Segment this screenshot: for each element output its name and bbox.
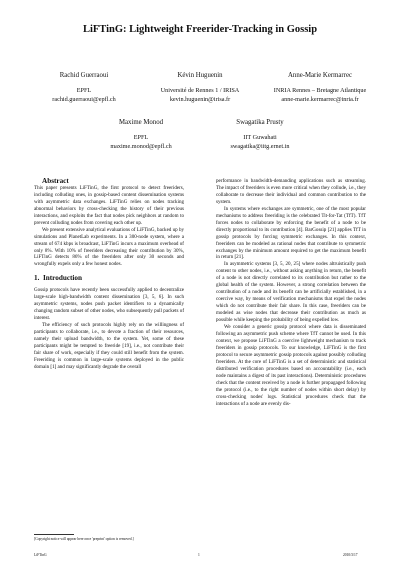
body-paragraph: The efficiency of such protocols highly rely on the willingness of participants to collaborate, i.e., to devote a fraction of their resources, namely their upload bandwidth, to the system. Yet, some of these participants might be tempted to freeride [19], i.e., not contribute their fair share of work, especially if they could still benefit from the system. Freeriding is common in large-scale systems deployed in the public domain [1] and may significantly degrade the overall [34,322,184,370]
author-name: Anne-Marie Kermarrec [288,72,352,79]
body-paragraph: performance in bandwidth-demanding applications such as streaming. The impact of freeriders is even more critical when they collude, i.e., they collaborate to decrease their individual and common contribution to the system. [216,178,366,205]
author-affiliation: INRIA Rennes – Bretagne Atlantique [273,87,367,94]
section-heading [34,275,184,282]
body-paragraph: We consider a generic gossip protocol where data is disseminated following an asymmetric push scheme where TfT cannot be used. In this context, we propose LiFTinG a coercive lightweight mechanism to track freeriders in gossip protocols. To our knowledge, LiFTinG is the first protocol to secure asymmetric gossip protocols against possibly colluding freeriders. At the core of LiFTinG is a set of deterministic and statistical distributed verification procedures based on accountability (i.e., each node maintains a digest of its past interactions). Deterministic procedures check that the content received by a node is further propagaged following the protocol (i.e., to the right number of nodes within short delay) by cross-checking nodes' logs. Statistical procedures check that the interactions of a node are evenly dis- [216,324,366,407]
abstract-heading: Abstract [42,177,69,185]
author-block [140,71,260,104]
author-affiliation: EPFL [133,134,149,141]
author-email[interactable]: rachid.guerraoui@epfl.ch [52,96,116,103]
author-email[interactable]: maxime.monod@epfl.ch [110,143,172,150]
author-block [24,71,144,104]
author-block [81,118,201,151]
footnote-rule [34,534,74,535]
author-name: Kévin Huguenin [177,72,223,79]
body-paragraph: Gossip protocols have recently been successfully applied to decentralize large-scale high-bandwidth content dissemination [3, 5, 6]. In such asymmetric systems, nodes push packet identifiers to a dynamically changing random subset of other nodes, who subsequently pull packets of interest. [34,287,184,322]
body-paragraph: In systems where exchanges are symmetric, one of the most popular mechanisms to address freeriding is the celebrated Tit-for-Tat (TfT). TfT forces nodes to collaborate by enforcing the benefit of a node to be directly proportional to its contribution [4]. BarGossip [21] applies TfT in gossip protocols by forcing symmetric exchanges. In this context, freeriders can be modeled as rational nodes that contribute to symmetric exchanges by the minimum amount required to get the maximum benefit in return [21]. [216,205,366,261]
left-column [34,178,184,371]
author-name: Maxime Monod [119,119,163,126]
author-name: Swagatika Prusty [236,119,284,126]
body-paragraph: In asymmetric systems [3, 5, 20, 25] where nodes altruistically push content to other nodes, i.e., without asking anything in return, the benefit of a node is not directly correlated to its contribution but rather to the global health of the system. However, a strong correlation between the contribution of a node and its benefit can be artificially established, in a coercive way, by means of verification mechanisms that expel the nodes which do not contribute their fair share. In this case, freeriders can be modeled as wise nodes that decrease their contribution as much as possible while keeping the probability of being expelled low. [216,261,366,324]
author-affiliation: EPFL [76,87,92,94]
footer-left: LiFTinG [34,553,47,557]
author-name: Rachid Guerraoui [59,72,109,79]
abstract-paragraph: We present extensive analytical evaluations of LiFTinG, backed up by simulations and PlanetLab experiments. In a 300-node system, where a stream of 674 kbps is broadcast, LiFTinG incurs a maximum overhead of only 8%. With 10% of freeriders decreasing their contribution by 30%, LiFTinG detects 86% of the freeriders after only 30 seconds and wrongfully expels only a few honest nodes. [34,226,184,268]
author-affiliation: IIT Guwahati [243,134,277,141]
author-block [260,71,380,104]
author-block [200,118,320,151]
abstract-paragraph: This paper presents LiFTinG, the first protocol to detect freeriders, including colluding ones, in gossip-based content dissemination systems with asymmetric data exchanges. LiFTinG relies on nodes tracking abnormal behaviors by cross-checking the history of their previous interactions, and exploits the fact that nodes pick neighbors at random to prevent colluding nodes from covering each other up. [34,184,184,226]
author-email[interactable]: anne-marie.kermarrec@inria.fr [281,96,359,103]
author-affiliation: Université de Rennes 1 / IRISA [160,87,240,94]
section-title: Introduction [42,274,82,283]
copyright-notice: [Copyright notice will appear here once 'preprint' option is removed.] [34,537,134,541]
section-number: 1. [34,274,40,283]
author-email[interactable]: swagatika@iitg.ernet.in [230,143,290,150]
right-column [216,178,366,407]
author-email[interactable]: kevin.huguenin@irisa.fr [169,96,231,103]
paper-title: LiFTinG: Lightweight Freerider-Tracking in Gossip [82,24,318,35]
footer-date: 2010/3/17 [343,553,358,557]
page-number: 1 [198,553,200,557]
